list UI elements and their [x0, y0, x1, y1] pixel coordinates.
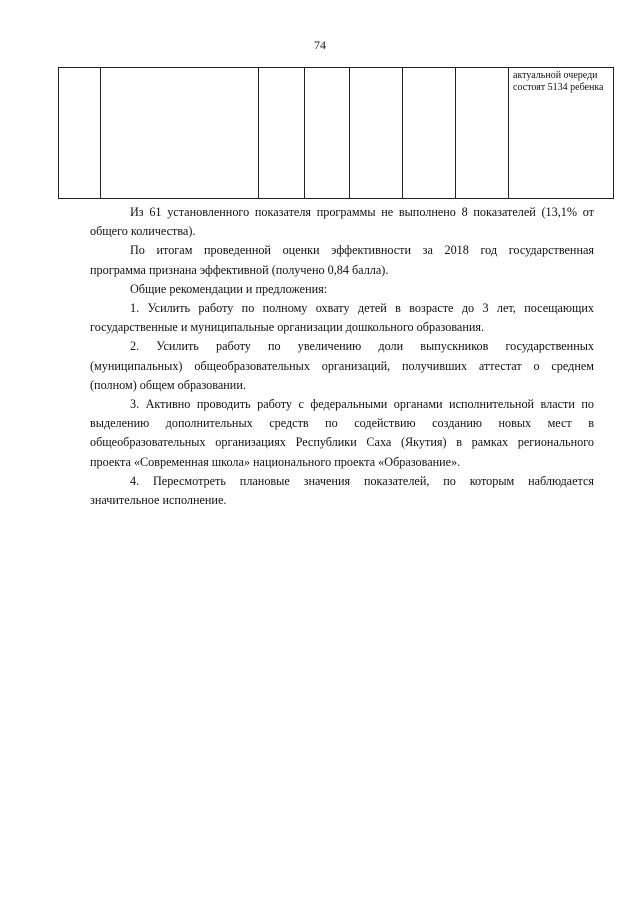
table-cell: [259, 68, 305, 199]
text-line: Из 61 установленного показателя программы не выполнено 8 показателей (13,1% от: [130, 205, 594, 219]
text-line: Общие рекомендации и предложения:: [130, 281, 328, 296]
text-line: государственные и муниципальные организации дошкольного образования.: [90, 320, 485, 335]
paragraph-evaluation-result: [90, 241, 594, 279]
text-line: 4. Пересмотреть плановые значения показателей, по которым наблюдается: [130, 473, 594, 488]
text-line: По итогам проведенной оценки эффективности за 2018 год государственная: [130, 243, 594, 258]
paragraph-indicators-summary: [90, 203, 594, 241]
recommendation-item-3: [90, 395, 594, 472]
table-cell: [101, 68, 259, 199]
continued-table: [58, 67, 614, 199]
text-line: (муниципальных) общеобразовательных организаций, получивших аттестат о среднем: [90, 358, 594, 373]
paragraph-recommendations-heading: [90, 280, 594, 299]
table-cell-line: актуальной очереди: [513, 70, 598, 81]
table-cell: [456, 68, 509, 199]
recommendation-item-2: [90, 337, 594, 395]
body-text: [90, 203, 594, 510]
table-cell: [403, 68, 456, 199]
text-line: 3. Активно проводить работу с федеральными органами исполнительной власти по: [130, 397, 594, 412]
text-line: (полном) общем образовании.: [90, 377, 246, 392]
table-cell: [350, 68, 403, 199]
table-cell: [59, 68, 101, 199]
page-number: 74: [314, 38, 326, 52]
text-line: общего количества).: [90, 224, 196, 239]
table-cell-note: [509, 68, 614, 199]
table-cell: [305, 68, 350, 199]
text-line: 2. Усилить работу по увеличению доли выпускников государственных: [130, 339, 594, 354]
text-line: общеобразовательных организациях Республики Саха (Якутия) в рамках регионального: [90, 435, 594, 450]
text-line: 1. Усилить работу по полному охвату детей в возрасте до 3 лет, посещающих: [130, 301, 594, 316]
recommendation-item-4: [90, 472, 594, 510]
recommendation-item-1: [90, 299, 594, 337]
table-cell-line: состоят 5134 ребенка: [513, 82, 604, 93]
table-row: [59, 68, 614, 199]
text-line: проекта «Современная школа» национального проекта «Образование».: [90, 454, 461, 469]
text-line: выделению дополнительных средств по содействию созданию новых мест в: [90, 416, 594, 431]
text-line: значительное исполнение.: [90, 493, 227, 508]
text-line: программа признана эффективной (получено 0,84 балла).: [90, 262, 389, 277]
